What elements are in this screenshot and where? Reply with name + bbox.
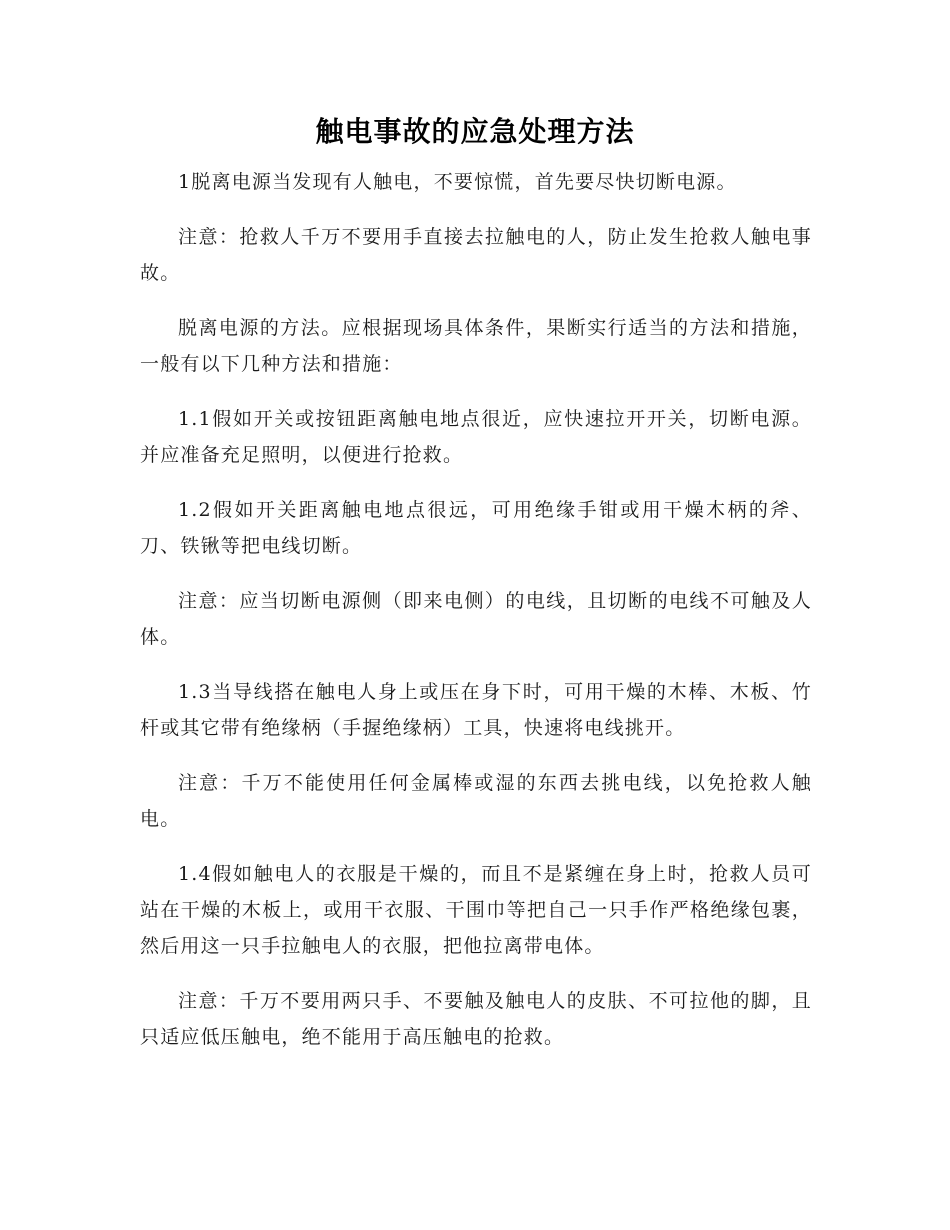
paragraph: 注意：应当切断电源侧（即来电侧）的电线，且切断的电线不可触及人体。: [140, 590, 812, 648]
paragraph: 脱离电源的方法。应根据现场具体条件，果断实行适当的方法和措施，一般有以下几种方法和措施：: [140, 317, 812, 375]
paragraph: 1.2假如开关距离触电地点很远，可用绝缘手钳或用干燥木柄的斧、刀、铁锹等把电线切断。: [140, 499, 812, 557]
paragraph: 注意：千万不要用两只手、不要触及触电人的皮肤、不可拉他的脚，且只适应低压触电，绝不能用于高压触电的抢救。: [140, 990, 812, 1048]
paragraph: 注意：抢救人千万不要用手直接去拉触电的人，防止发生抢救人触电事故。: [140, 226, 812, 284]
paragraph: 1.3当导线搭在触电人身上或压在身下时，可用干燥的木棒、木板、竹杆或其它带有绝缘柄（手握绝缘柄）工具，快速将电线挑开。: [140, 681, 812, 739]
paragraph: 1脱离电源当发现有人触电，不要惊慌，首先要尽快切断电源。: [178, 171, 737, 193]
document-title: 触电事故的应急处理方法: [315, 115, 635, 148]
document-body: [140, 164, 812, 1074]
paragraph: 1.1假如开关或按钮距离触电地点很近，应快速拉开开关，切断电源。并应准备充足照明，以便进行抢救。: [140, 408, 812, 466]
paragraph: 注意：千万不能使用任何金属棒或湿的东西去挑电线，以免抢救人触电。: [140, 772, 812, 830]
paragraph: 1.4假如触电人的衣服是干燥的，而且不是紧缠在身上时，抢救人员可站在干燥的木板上，或用干衣服、干围巾等把自己一只手作严格绝缘包裹，然后用这一只手拉触电人的衣服，把他拉离带电体。: [140, 863, 812, 957]
